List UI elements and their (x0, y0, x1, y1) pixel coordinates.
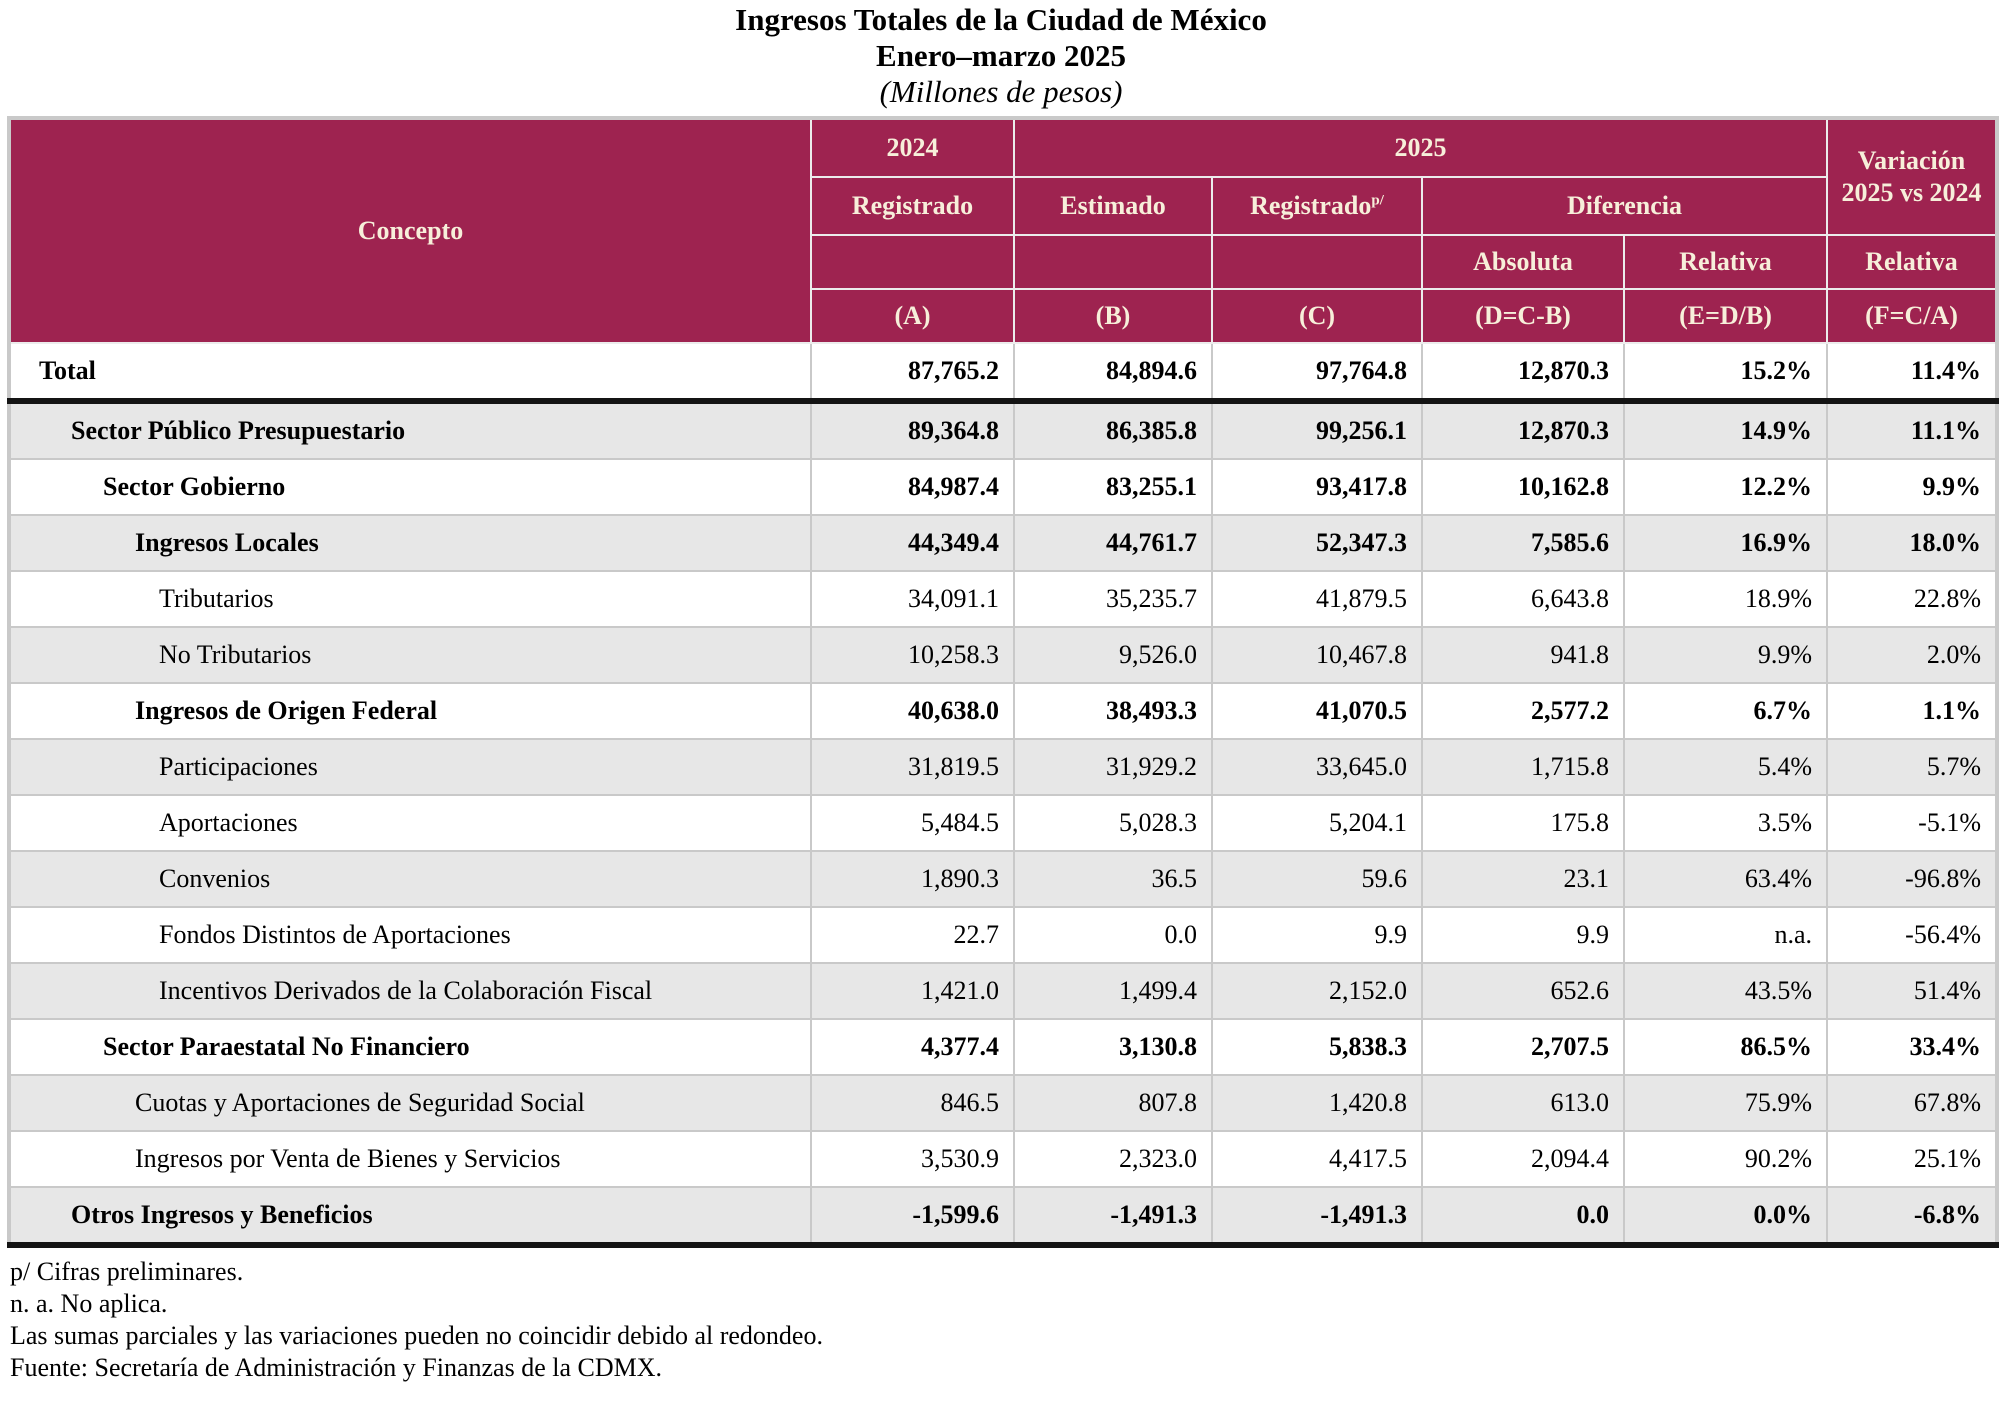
value-cell: 5.4% (1624, 739, 1827, 795)
value-cell: -56.4% (1827, 907, 1997, 963)
preliminary-superscript: p/ (1371, 192, 1384, 209)
value-cell: 84,894.6 (1014, 343, 1212, 401)
value-cell: 31,819.5 (811, 739, 1014, 795)
value-cell: 18.9% (1624, 571, 1827, 627)
value-cell: 99,256.1 (1212, 401, 1422, 459)
value-cell: 4,417.5 (1212, 1131, 1422, 1187)
header-col-c: (C) (1212, 289, 1422, 343)
value-cell: -1,491.3 (1014, 1187, 1212, 1245)
value-cell: 15.2% (1624, 343, 1827, 401)
value-cell: 7,585.6 (1422, 515, 1624, 571)
header-col-d: (D=C-B) (1422, 289, 1624, 343)
footnote-rounding: Las sumas parciales y las variaciones pueden no coincidir debido al redondeo. (10, 1321, 823, 1350)
concept-cell: Sector Gobierno (9, 459, 811, 515)
value-cell: 5,028.3 (1014, 795, 1212, 851)
concept-cell: Participaciones (9, 739, 811, 795)
value-cell: 52,347.3 (1212, 515, 1422, 571)
concept-cell: Aportaciones (9, 795, 811, 851)
value-cell: 2,152.0 (1212, 963, 1422, 1019)
value-cell: 807.8 (1014, 1075, 1212, 1131)
value-cell: 652.6 (1422, 963, 1624, 1019)
empty-header-cell (811, 235, 1014, 289)
header-estimado: Estimado (1014, 177, 1212, 235)
value-cell: 87,765.2 (811, 343, 1014, 401)
value-cell: 43.5% (1624, 963, 1827, 1019)
header-registrado-2024: Registrado (811, 177, 1014, 235)
value-cell: 4,377.4 (811, 1019, 1014, 1075)
report-period: Enero–marzo 2025 (876, 38, 1126, 73)
value-cell: 90.2% (1624, 1131, 1827, 1187)
table-header (9, 118, 1997, 343)
value-cell: 5,204.1 (1212, 795, 1422, 851)
value-cell: 1.1% (1827, 683, 1997, 739)
table-row (9, 739, 1997, 795)
value-cell: 34,091.1 (811, 571, 1014, 627)
header-col-b: (B) (1014, 289, 1212, 343)
value-cell: 12,870.3 (1422, 401, 1624, 459)
table-row (9, 907, 1997, 963)
concept-cell: No Tributarios (9, 627, 811, 683)
value-cell: 2,323.0 (1014, 1131, 1212, 1187)
value-cell: 75.9% (1624, 1075, 1827, 1131)
value-cell: 9.9 (1422, 907, 1624, 963)
value-cell: 0.0% (1624, 1187, 1827, 1245)
concept-cell: Ingresos de Origen Federal (9, 683, 811, 739)
value-cell: 51.4% (1827, 963, 1997, 1019)
value-cell: 84,987.4 (811, 459, 1014, 515)
value-cell: 1,420.8 (1212, 1075, 1422, 1131)
income-table (7, 116, 1999, 1248)
value-cell: 86.5% (1624, 1019, 1827, 1075)
concept-cell: Total (9, 343, 811, 401)
value-cell: 41,070.5 (1212, 683, 1422, 739)
header-relativa-e: Relativa (1624, 235, 1827, 289)
value-cell: -96.8% (1827, 851, 1997, 907)
concept-cell: Sector Público Presupuestario (9, 401, 811, 459)
header-absoluta: Absoluta (1422, 235, 1624, 289)
value-cell: 5,484.5 (811, 795, 1014, 851)
concept-cell: Convenios (9, 851, 811, 907)
table-row (9, 459, 1997, 515)
value-cell: 23.1 (1422, 851, 1624, 907)
header-year-2024: 2024 (811, 118, 1014, 177)
value-cell: 86,385.8 (1014, 401, 1212, 459)
value-cell: 67.8% (1827, 1075, 1997, 1131)
header-relativa-f: Relativa (1827, 235, 1997, 289)
value-cell: -1,599.6 (811, 1187, 1014, 1245)
value-cell: 38,493.3 (1014, 683, 1212, 739)
table-row (9, 627, 1997, 683)
value-cell: 41,879.5 (1212, 571, 1422, 627)
value-cell: 93,417.8 (1212, 459, 1422, 515)
header-registrado-2025-label: Registrado (1250, 190, 1372, 220)
value-cell: 97,764.8 (1212, 343, 1422, 401)
table-row (9, 1187, 1997, 1245)
report-title: Ingresos Totales de la Ciudad de México (735, 2, 1267, 37)
value-cell: 2.0% (1827, 627, 1997, 683)
value-cell: 9.9 (1212, 907, 1422, 963)
value-cell: 35,235.7 (1014, 571, 1212, 627)
value-cell: 613.0 (1422, 1075, 1624, 1131)
concept-cell: Sector Paraestatal No Financiero (9, 1019, 811, 1075)
value-cell: 6.7% (1624, 683, 1827, 739)
value-cell: 0.0 (1422, 1187, 1624, 1245)
footnote-preliminary: p/ Cifras preliminares. (10, 1257, 244, 1286)
table-row (9, 401, 1997, 459)
value-cell: 33,645.0 (1212, 739, 1422, 795)
value-cell: 5.7% (1827, 739, 1997, 795)
value-cell: 9,526.0 (1014, 627, 1212, 683)
value-cell: 1,890.3 (811, 851, 1014, 907)
table-row (9, 571, 1997, 627)
header-col-e: (E=D/B) (1624, 289, 1827, 343)
table-row (9, 795, 1997, 851)
header-diferencia: Diferencia (1422, 177, 1827, 235)
value-cell: 16.9% (1624, 515, 1827, 571)
value-cell: 63.4% (1624, 851, 1827, 907)
footnotes (10, 1256, 2002, 1384)
value-cell: 175.8 (1422, 795, 1624, 851)
value-cell: 3,530.9 (811, 1131, 1014, 1187)
concept-cell: Ingresos Locales (9, 515, 811, 571)
value-cell: 2,094.4 (1422, 1131, 1624, 1187)
header-registrado-2025 (1212, 177, 1422, 235)
value-cell: 11.4% (1827, 343, 1997, 401)
value-cell: 59.6 (1212, 851, 1422, 907)
value-cell: 6,643.8 (1422, 571, 1624, 627)
header-col-f: (F=C/A) (1827, 289, 1997, 343)
table-row (9, 683, 1997, 739)
table-row (9, 1019, 1997, 1075)
table-row (9, 1131, 1997, 1187)
header-concepto: Concepto (9, 118, 811, 343)
value-cell: 12,870.3 (1422, 343, 1624, 401)
value-cell: 44,349.4 (811, 515, 1014, 571)
value-cell: 1,499.4 (1014, 963, 1212, 1019)
table-row (9, 343, 1997, 401)
table-row (9, 1075, 1997, 1131)
footnote-source: Fuente: Secretaría de Administración y Finanzas de la CDMX. (10, 1353, 663, 1382)
value-cell: 3,130.8 (1014, 1019, 1212, 1075)
value-cell: 9.9% (1624, 627, 1827, 683)
value-cell: 0.0 (1014, 907, 1212, 963)
table-body (9, 343, 1997, 1245)
value-cell: 31,929.2 (1014, 739, 1212, 795)
table-row (9, 963, 1997, 1019)
concept-cell: Otros Ingresos y Beneficios (9, 1187, 811, 1245)
value-cell: 941.8 (1422, 627, 1624, 683)
value-cell: 89,364.8 (811, 401, 1014, 459)
value-cell: 10,162.8 (1422, 459, 1624, 515)
value-cell: 36.5 (1014, 851, 1212, 907)
report-title-block (0, 0, 2002, 110)
footnote-no-aplica: n. a. No aplica. (10, 1289, 168, 1318)
value-cell: 846.5 (811, 1075, 1014, 1131)
value-cell: -1,491.3 (1212, 1187, 1422, 1245)
value-cell: 11.1% (1827, 401, 1997, 459)
concept-cell: Ingresos por Venta de Bienes y Servicios (9, 1131, 811, 1187)
value-cell: 33.4% (1827, 1019, 1997, 1075)
value-cell: 2,577.2 (1422, 683, 1624, 739)
header-col-a: (A) (811, 289, 1014, 343)
value-cell: 40,638.0 (811, 683, 1014, 739)
concept-cell: Cuotas y Aportaciones de Seguridad Social (9, 1075, 811, 1131)
value-cell: 9.9% (1827, 459, 1997, 515)
value-cell: -6.8% (1827, 1187, 1997, 1245)
value-cell: -5.1% (1827, 795, 1997, 851)
empty-header-cell (1212, 235, 1422, 289)
value-cell: 1,715.8 (1422, 739, 1624, 795)
concept-cell: Incentivos Derivados de la Colaboración Fiscal (9, 963, 811, 1019)
concept-cell: Tributarios (9, 571, 811, 627)
concept-cell: Fondos Distintos de Aportaciones (9, 907, 811, 963)
value-cell: 14.9% (1624, 401, 1827, 459)
value-cell: 12.2% (1624, 459, 1827, 515)
value-cell: 2,707.5 (1422, 1019, 1624, 1075)
value-cell: 5,838.3 (1212, 1019, 1422, 1075)
value-cell: 44,761.7 (1014, 515, 1212, 571)
report-units: (Millones de pesos) (879, 74, 1123, 109)
value-cell: n.a. (1624, 907, 1827, 963)
value-cell: 22.7 (811, 907, 1014, 963)
value-cell: 18.0% (1827, 515, 1997, 571)
value-cell: 1,421.0 (811, 963, 1014, 1019)
value-cell: 10,258.3 (811, 627, 1014, 683)
header-year-2025: 2025 (1014, 118, 1827, 177)
value-cell: 22.8% (1827, 571, 1997, 627)
empty-header-cell (1014, 235, 1212, 289)
header-variacion: Variación 2025 vs 2024 (1827, 118, 1997, 235)
table-row (9, 515, 1997, 571)
value-cell: 83,255.1 (1014, 459, 1212, 515)
table-row (9, 851, 1997, 907)
value-cell: 10,467.8 (1212, 627, 1422, 683)
value-cell: 3.5% (1624, 795, 1827, 851)
value-cell: 25.1% (1827, 1131, 1997, 1187)
